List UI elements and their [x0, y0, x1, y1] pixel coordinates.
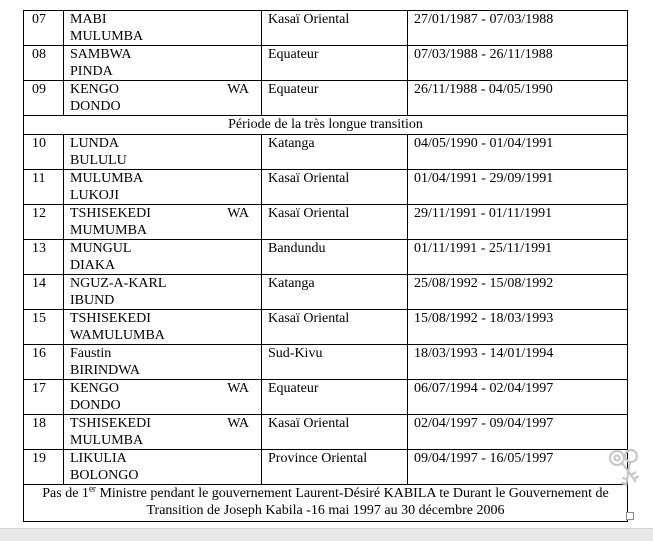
province: Kasaï Oriental: [262, 415, 408, 450]
term-period: 09/04/1997 - 16/05/1997: [408, 450, 628, 485]
row-number: 19: [24, 450, 64, 485]
name-line-2: PINDA: [70, 64, 113, 79]
footer-rest: Ministre pendant le gouvernement Laurent-Désiré KABILA te Durant le Gouvernement de Transition de Joseph Kabila -16 mai 1997 au 30 décembre 2006: [95, 486, 609, 518]
table-row: [24, 81, 628, 116]
name-part: MABI: [70, 12, 107, 27]
table-row: [24, 310, 628, 345]
row-number: 18: [24, 415, 64, 450]
province: Province Oriental: [262, 450, 408, 485]
name-line-2: WAMULUMBA: [70, 328, 165, 343]
name-part: SAMBWA: [70, 47, 132, 62]
minister-name: [64, 240, 262, 275]
name-part: WA: [227, 416, 249, 431]
name-line-2: DONDO: [70, 398, 121, 413]
name-part: MUNGUL: [70, 241, 132, 256]
table-row: [24, 345, 628, 380]
name-line-1: [70, 380, 255, 397]
province: Kasaï Oriental: [262, 11, 408, 46]
prime-ministers-table: [23, 10, 628, 522]
name-part: KENGO: [70, 82, 119, 97]
table-row: [24, 205, 628, 240]
name-part: KENGO: [70, 381, 119, 396]
term-period: 27/01/1987 - 07/03/1988: [408, 11, 628, 46]
term-period: 02/04/1997 - 09/04/1997: [408, 415, 628, 450]
minister-name: [64, 205, 262, 240]
footer-superscript: er: [88, 483, 96, 494]
name-line-1: [70, 205, 255, 222]
term-period: 01/04/1991 - 29/09/1991: [408, 170, 628, 205]
row-number: 13: [24, 240, 64, 275]
term-period: 18/03/1993 - 14/01/1994: [408, 345, 628, 380]
province: Equateur: [262, 81, 408, 116]
table-row: [24, 240, 628, 275]
name-line-2: BOLONGO: [70, 468, 139, 483]
footer-row-group: [24, 485, 628, 522]
table-row: [24, 415, 628, 450]
section-row: [24, 116, 628, 135]
minister-name: [64, 310, 262, 345]
name-line-1: [70, 81, 255, 98]
name-line-2: DONDO: [70, 99, 121, 114]
name-part: LUNDA: [70, 136, 119, 151]
name-line-2: DIAKA: [70, 258, 116, 273]
name-part: TSHISEKEDI: [70, 416, 151, 431]
term-period: 15/08/1992 - 18/03/1993: [408, 310, 628, 345]
name-line-1: [70, 450, 255, 467]
row-number: 11: [24, 170, 64, 205]
name-line-1: [70, 46, 255, 63]
minister-name: [64, 345, 262, 380]
section-title: Période de la très longue transition: [24, 116, 628, 135]
table-row: [24, 380, 628, 415]
province: Sud-Kivu: [262, 345, 408, 380]
term-period: 07/03/1988 - 26/11/1988: [408, 46, 628, 81]
term-period: 01/11/1991 - 25/11/1991: [408, 240, 628, 275]
name-line-1: [70, 310, 255, 327]
province: Equateur: [262, 380, 408, 415]
minister-name: [64, 81, 262, 116]
province: Kasaï Oriental: [262, 310, 408, 345]
minister-name: [64, 11, 262, 46]
footer-row: [24, 485, 628, 522]
name-line-2: MULUMBA: [70, 433, 144, 448]
name-line-2: BULULU: [70, 153, 127, 168]
table-row: [24, 275, 628, 310]
row-number: 08: [24, 46, 64, 81]
name-part: LIKULIA: [70, 451, 127, 466]
name-part: Faustin: [70, 346, 112, 361]
minister-name: [64, 415, 262, 450]
row-number: 14: [24, 275, 64, 310]
table-row: [24, 11, 628, 46]
minister-name: [64, 275, 262, 310]
name-line-1: [70, 170, 255, 187]
name-part: TSHISEKEDI: [70, 206, 151, 221]
minister-name: [64, 170, 262, 205]
name-line-1: [70, 415, 255, 432]
table-row: [24, 450, 628, 485]
province: Katanga: [262, 275, 408, 310]
name-part: MULUMBA: [70, 171, 144, 186]
name-part: WA: [227, 82, 249, 97]
province: Katanga: [262, 135, 408, 170]
term-period: 06/07/1994 - 02/04/1997: [408, 380, 628, 415]
name-line-2: MULUMBA: [70, 29, 144, 44]
name-line-1: [70, 11, 255, 28]
name-line-1: [70, 275, 255, 292]
minister-name: [64, 380, 262, 415]
resize-handle[interactable]: [626, 512, 634, 520]
term-period: 26/11/1988 - 04/05/1990: [408, 81, 628, 116]
name-part: WA: [227, 381, 249, 396]
minister-name: [64, 135, 262, 170]
bottom-bar: [0, 528, 653, 541]
term-period: 29/11/1991 - 01/11/1991: [408, 205, 628, 240]
row-number: 07: [24, 11, 64, 46]
name-line-1: [70, 135, 255, 152]
name-line-2: IBUND: [70, 293, 115, 308]
name-line-2: BIRINDWA: [70, 363, 140, 378]
name-part: WA: [227, 206, 249, 221]
name-part: NGUZ-A-KARL: [70, 276, 167, 291]
table-row: [24, 135, 628, 170]
table-row: [24, 46, 628, 81]
minister-name: [64, 46, 262, 81]
name-part: TSHISEKEDI: [70, 311, 151, 326]
footer-prefix: Pas de 1: [42, 486, 89, 501]
row-number: 09: [24, 81, 64, 116]
footer-note: [24, 485, 628, 522]
table-row: [24, 170, 628, 205]
province: Equateur: [262, 46, 408, 81]
name-line-1: [70, 345, 255, 362]
row-number: 12: [24, 205, 64, 240]
row-number: 17: [24, 380, 64, 415]
name-line-2: LUKOJI: [70, 188, 119, 203]
table-body-after: [24, 135, 628, 485]
row-number: 10: [24, 135, 64, 170]
section-row-group: [24, 116, 628, 135]
row-number: 16: [24, 345, 64, 380]
table-body-before: [24, 11, 628, 116]
term-period: 04/05/1990 - 01/04/1991: [408, 135, 628, 170]
province: Kasaï Oriental: [262, 170, 408, 205]
name-line-2: MUMUMBA: [70, 223, 148, 238]
keys-icon: [606, 446, 646, 496]
province: Bandundu: [262, 240, 408, 275]
term-period: 25/08/1992 - 15/08/1992: [408, 275, 628, 310]
province: Kasaï Oriental: [262, 205, 408, 240]
name-line-1: [70, 240, 255, 257]
minister-name: [64, 450, 262, 485]
row-number: 15: [24, 310, 64, 345]
